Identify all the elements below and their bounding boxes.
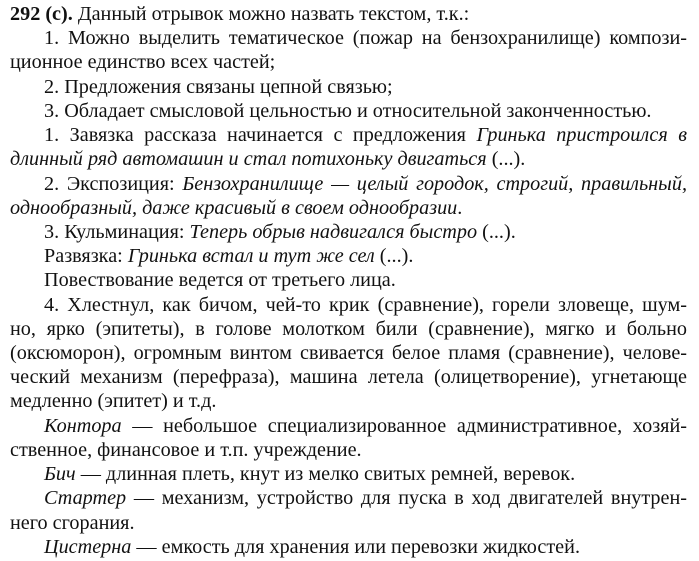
reason-1-line-1: 1. Можно выделить тематическое (пожар на бензохранилище) компози- — [44, 27, 687, 50]
plot-start-line-1 — [44, 123, 687, 147]
denouement-line — [44, 244, 687, 268]
plot-start-prefix: 1. Завязка рассказа начинается с предложения — [44, 124, 477, 147]
glossary-kontora-line-1 — [44, 414, 687, 438]
climax-quote: Теперь обрыв надвигался быстро — [189, 220, 478, 243]
glossary-term: Бич — [44, 463, 76, 486]
reason-3: 3. Обладает смысловой цельностью и относительной законченностью. — [44, 99, 652, 122]
exposition-suffix: . — [457, 196, 463, 219]
exposition-quote-2: однообразный, даже красивый в своем однообразии — [10, 196, 458, 219]
plot-start-quote-2: длинный ряд автомашин и стал потихоньку двигаться — [10, 148, 487, 171]
glossary-definition: — емкость для хранения или перевозки жидкостей. — [131, 535, 580, 558]
glossary-cisterna-line — [44, 535, 687, 559]
glossary-kontora-line-2: ственное, финансовое и т.п. учреждение. — [10, 438, 362, 461]
devices-line-2: но, ярко (эпитеты), в голове молотком били (сравнение), мягко и больно — [10, 317, 687, 340]
denouement-quote: Гринька встал и тут же сел — [127, 245, 375, 268]
denouement-suffix: (...). — [374, 245, 414, 268]
climax-line — [44, 220, 687, 244]
climax-suffix: (...). — [477, 220, 516, 243]
glossary-definition: — небольшое специализированное административное, хозяй- — [121, 414, 687, 437]
plot-start-quote-1: Гринька пристроился в — [476, 124, 688, 147]
devices-line-4: ческий механизм (перефраза), машина летела (олицетворение), угнетающе — [10, 366, 687, 389]
glossary-term: Стартер — [44, 487, 127, 510]
reason-1-line-2: ционное единство всех частей; — [10, 51, 276, 74]
exercise-header — [10, 2, 687, 26]
devices-line-3: (оксюморон), огромным винтом свивается белое пламя (сравнение), челове- — [10, 342, 687, 365]
exercise-number: 292 (с). — [10, 3, 73, 25]
climax-prefix: 3. Кульминация: — [44, 220, 190, 243]
glossary-starter-line-1 — [44, 486, 687, 510]
devices-line-1: 4. Хлестнул, как бичом, чей-то крик (сравнение), горели зловеще, шум- — [44, 293, 687, 316]
exercise-intro: Данный отрывок можно назвать текстом, т.к.: — [72, 3, 470, 25]
exposition-quote-1: Бензохранилище — целый городок, строгий, правильный, — [182, 172, 687, 195]
glossary-starter-line-2: него сгорания. — [10, 511, 135, 534]
plot-start-suffix: (...). — [486, 148, 526, 171]
exposition-line-2 — [10, 196, 687, 220]
glossary-term: Контора — [44, 414, 122, 437]
glossary-term: Цистерна — [44, 535, 132, 558]
narration-line: Повествование ведется от третьего лица. — [44, 269, 396, 292]
exposition-line-1 — [44, 172, 687, 196]
reason-2: 2. Предложения связаны цепной связью; — [44, 75, 393, 98]
denouement-prefix: Развязка: — [44, 245, 128, 268]
glossary-definition: — механизм, устройство для пуска в ход двигателей внутрен- — [126, 487, 687, 510]
glossary-bich-line — [44, 462, 687, 486]
plot-start-line-2 — [10, 147, 687, 171]
devices-line-5: медленно (эпитет) и т.д. — [10, 390, 217, 413]
exposition-prefix: 2. Экспозиция: — [44, 172, 183, 195]
glossary-definition: — длинная плеть, кнут из мелко свитых ремней, веревок. — [75, 463, 576, 486]
